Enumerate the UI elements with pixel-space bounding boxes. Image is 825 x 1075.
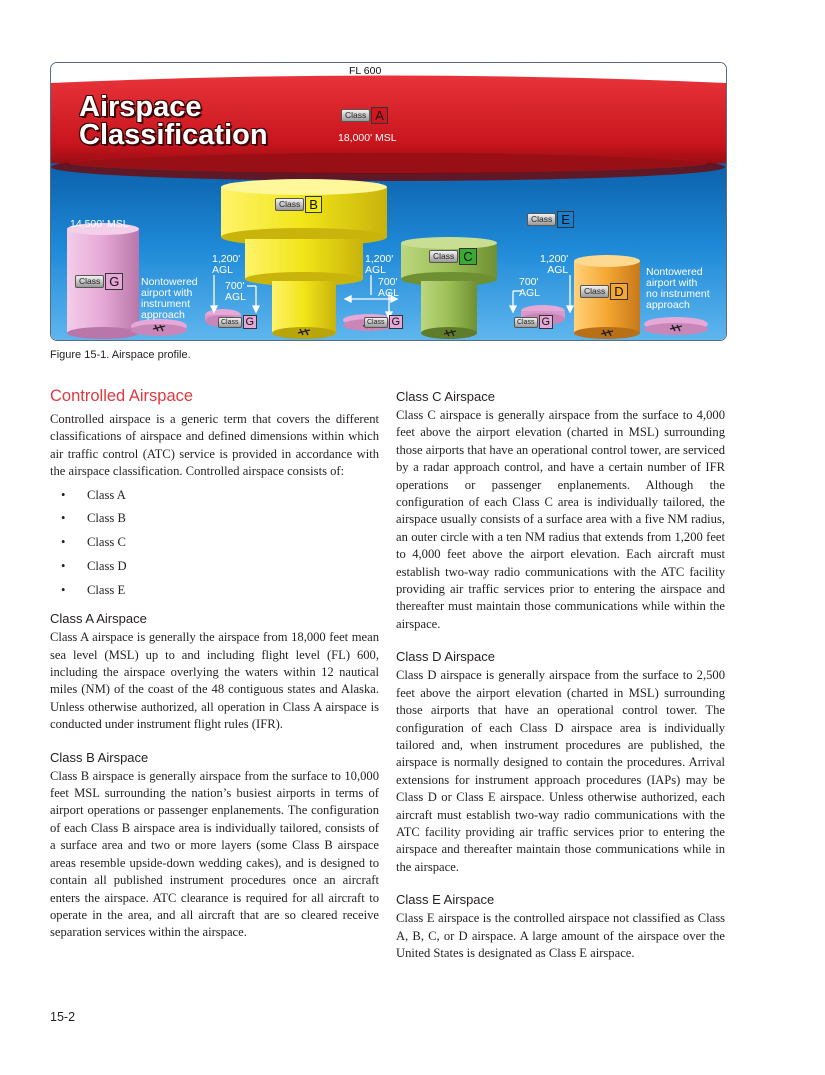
- class-d-letter: D: [610, 283, 627, 300]
- class-e-letter: E: [557, 211, 574, 228]
- nontowered-instrument-line3: instrument: [141, 298, 191, 310]
- figure-caption: Figure 15-1. Airspace profile.: [50, 349, 191, 361]
- class-d-section: [396, 649, 725, 876]
- nontowered-instrument-line2: airport with: [141, 287, 193, 299]
- class-g-small-tag-3: [514, 315, 553, 329]
- class-g-small-tag-2: [364, 315, 403, 329]
- page-number: 15-2: [50, 1010, 76, 1024]
- class-b-letter: B: [305, 196, 322, 213]
- nontowered-no-instrument-line2: airport with: [646, 277, 698, 289]
- nontowered-instrument-line4: approach: [141, 309, 185, 321]
- nontowered-no-instrument-line3: no instrument: [646, 288, 710, 300]
- class-e-class-word: Class: [527, 213, 556, 226]
- class-c-class-word: Class: [429, 250, 458, 263]
- class-g-ceiling-label: 14,500' MSL: [70, 218, 129, 230]
- list-item: • Class D: [50, 558, 379, 575]
- list-item: • Class C: [50, 534, 379, 551]
- agl-700-label-right: [519, 277, 540, 299]
- nontowered-no-instrument-line4: approach: [646, 299, 690, 311]
- agl-1200-value-middle: 1,200': [365, 253, 394, 265]
- nontowered-instrument-line1: Nontowered: [141, 276, 198, 288]
- agl-1200-value-right: 1,200': [540, 253, 569, 265]
- class-b-heading: Class B Airspace: [50, 749, 149, 765]
- agl-700-value-right: 700': [519, 276, 539, 288]
- controlled-airspace-intro: Controlled airspace is a generic term that covers the different classifications of airspace and defined dimensions within which air traffic control (ATC) service is provided in accordance with the airspace classification. Controlled airspace consists of:: [50, 412, 379, 479]
- agl-700-unit-right: AGL: [519, 287, 541, 299]
- class-a-body: Class A airspace is generally the airspace from 18,000 feet mean sea level (MSL) up to and including flight level (FL) 600, including the airspace overlying the waters within 12 nautical miles (NM) of the coast of the 48 contiguous states and Alaska. Unless otherwise authorized, all operation in Class A airspace is conducted under instrument flight rules (IFR).: [50, 630, 379, 732]
- figure-title-line2: Classification: [79, 119, 268, 151]
- class-a-class-word: Class: [341, 109, 370, 122]
- agl-1200-unit-right: AGL: [547, 264, 569, 276]
- agl-700-value-middle: 700': [378, 276, 398, 288]
- class-g-small-tag-1: [218, 315, 257, 329]
- class-d-class-word: Class: [580, 285, 609, 298]
- controlled-airspace-heading: Controlled Airspace: [50, 387, 194, 405]
- class-c-tag: [429, 248, 477, 265]
- class-g-small-letter-1: G: [243, 315, 258, 329]
- agl-700-label-left: [225, 281, 246, 303]
- list-item: • Class B: [50, 510, 379, 527]
- nontowered-no-instrument-line1: Nontowered: [646, 266, 703, 278]
- class-a-heading: Class A Airspace: [50, 611, 147, 627]
- class-c-body: Class C airspace is generally airspace from the surface to 4,000 feet above the airport elevation (charted in MSL) surrounding those airports that have an operational control tower, are serviced by a radar approach control, and have a certain number of IFR operations or passenger enplanements. Although the configuration of each Class C area is individually tailored, the airspace usually consists of a surface area with a five NM radius, an outer circle with a ten NM radius that extends from 1,200 feet to 4,000 feet above the airport elevation. Each aircraft must establish two-way radio communications with the ATC facility providing air traffic services prior to entering the airspace and thereafter must maintain those communications while within the airspace.: [396, 408, 725, 631]
- class-e-heading: Class E Airspace: [396, 892, 495, 908]
- class-c-letter: C: [459, 248, 476, 265]
- class-d-heading: Class D Airspace: [396, 649, 495, 665]
- agl-1200-label-left: [212, 254, 240, 276]
- class-e-body: Class E airspace is the controlled airspace not classified as Class A, B, C, or D airspace. A large amount of the airspace over the United States is designated as Class E airspace.: [396, 911, 725, 960]
- agl-1200-unit-middle: AGL: [365, 264, 387, 276]
- class-d-body: Class D airspace is generally airspace from the surface to 2,500 feet above the airport elevation (charted in MSL) surrounding those airports that have an operational control tower. The configuration of each Class D airspace area is individually tailored and, when instrument procedures are published, the airspace is normally designed to contain the procedures. Arrival extensions for instrument approach procedures (IAPs) may be Class D or Class E airspace. Unless otherwise authorized, each aircraft must establish two-way radio communications with the ATC facility providing air traffic services prior to entering the airspace and thereafter maintain those communications while in the airspace.: [396, 668, 725, 874]
- controlled-airspace-list: [50, 487, 379, 600]
- class-b-body: Class B airspace is generally airspace from the surface to 10,000 feet MSL surrounding the nation’s busiest airports in terms of airport operations or passenger enplanements. The configuration of each Class B airspace area is individually tailored, consists of a surface area and two or more layers (some Class B airspace areas resemble upside-down wedding cakes), and is designed to contain all published instrument procedures once an aircraft enters the airspace. ATC clearance is required for all aircraft to operate in the area, and all aircraft that are so cleared receive separation services within the airspace.: [50, 768, 379, 940]
- class-d-tag: [580, 283, 628, 300]
- agl-700-value-left: 700': [225, 280, 245, 292]
- figure-title: [79, 93, 268, 149]
- class-g-small-letter-3: G: [539, 315, 554, 329]
- nontowered-instrument-note: [141, 277, 198, 321]
- class-g-small-class-word-3: Class: [514, 317, 538, 328]
- agl-700-unit-middle: AGL: [378, 287, 400, 299]
- agl-1200-label-middle: [365, 254, 393, 276]
- left-column: [50, 386, 379, 958]
- class-b-section: [50, 750, 379, 942]
- class-g-class-word: Class: [75, 275, 104, 288]
- right-column: [396, 389, 725, 978]
- class-e-tag: [527, 211, 574, 228]
- class-a-tag: [341, 107, 388, 124]
- class-g-small-class-word-1: Class: [218, 317, 242, 328]
- figure-title-line1: Airspace: [79, 91, 202, 123]
- class-e-section: [396, 892, 725, 962]
- class-c-section: [396, 389, 725, 633]
- agl-1200-label-right: [540, 254, 568, 276]
- class-g-letter: G: [105, 273, 123, 290]
- class-a-letter: A: [371, 107, 388, 124]
- fl-600-label: FL 600: [349, 65, 382, 77]
- class-b-tag: [275, 196, 322, 213]
- class-g-small-letter-2: G: [389, 315, 404, 329]
- class-g-small-class-word-2: Class: [364, 317, 388, 328]
- class-a-floor-label: 18,000' MSL: [338, 132, 397, 144]
- class-b-class-word: Class: [275, 198, 304, 211]
- class-a-section: [50, 611, 379, 733]
- agl-700-unit-left: AGL: [225, 291, 247, 303]
- agl-700-label-middle: [378, 277, 399, 299]
- list-item: • Class A: [50, 487, 379, 504]
- list-item: • Class E: [50, 582, 379, 599]
- class-c-heading: Class C Airspace: [396, 389, 495, 404]
- nontowered-no-instrument-note: [646, 267, 710, 311]
- airspace-profile-figure: [50, 62, 727, 341]
- agl-1200-unit-left: AGL: [212, 264, 234, 276]
- agl-1200-value-left: 1,200': [212, 253, 241, 265]
- class-g-tag: [75, 273, 123, 290]
